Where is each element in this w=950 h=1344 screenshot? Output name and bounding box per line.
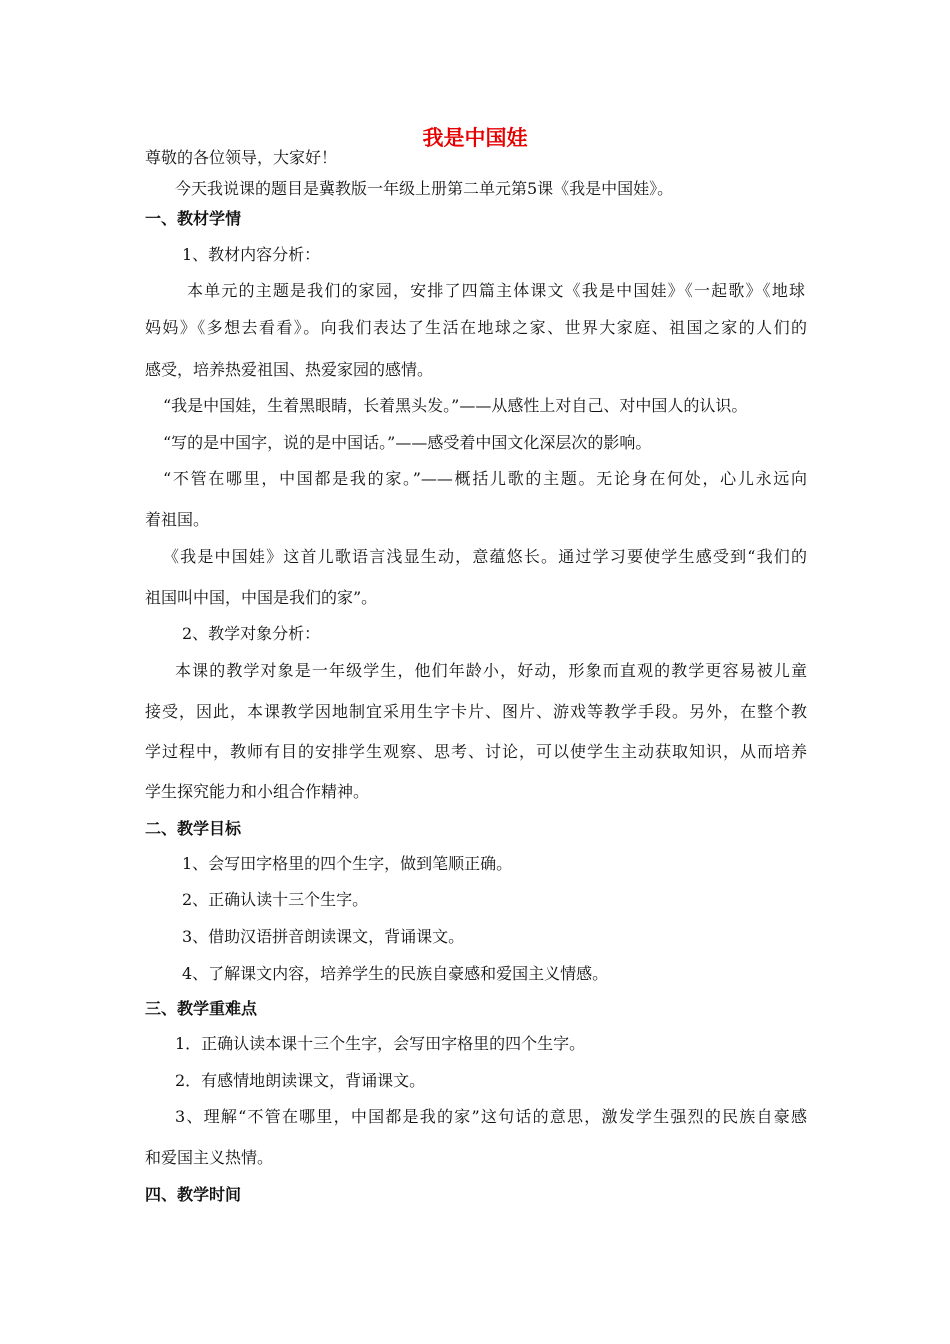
list-item: 3、理解“不管在哪里，中国都是我的家”这句话的意思，激发学生强烈的民族自豪感 <box>175 1107 807 1126</box>
paragraph-line: 接受，因此，本课教学因地制宜采用生字卡片、图片、游戏等教学手段。另外，在整个教 <box>145 702 807 721</box>
subsection-heading: 2、教学对象分析： <box>182 624 321 643</box>
list-item: 1．正确认读本课十三个生字，会写田字格里的四个生字。 <box>175 1034 586 1053</box>
section-heading-3: 三、教学重难点 <box>145 999 258 1018</box>
paragraph-line: 着祖国。 <box>145 510 210 529</box>
section-heading-1: 一、教材学情 <box>145 209 242 228</box>
paragraph-line: 学生探究能力和小组合作精神。 <box>145 782 370 801</box>
paragraph-line: 祖国叫中国，中国是我们的家”。 <box>145 588 378 607</box>
paragraph-line: 感受，培养热爱祖国、热爱家园的感情。 <box>145 360 434 379</box>
paragraph-line: 《我是中国娃》这首儿歌语言浅显生动，意蕴悠长。通过学习要使学生感受到“我们的 <box>163 547 807 566</box>
quote-line: “我是中国娃，生着黑眼睛，长着黑头发。”——从感性上对自己、对中国人的认识。 <box>163 396 748 415</box>
document-title: 我是中国娃 <box>422 125 528 150</box>
list-item: 2、正确认读十三个生字。 <box>182 890 369 909</box>
paragraph-line: 本单元的主题是我们的家园，安排了四篇主体课文《我是中国娃》《一起歌》《地球 <box>187 281 805 300</box>
intro-paragraph: 今天我说课的题目是冀教版一年级上册第二单元第5课《我是中国娃》。 <box>175 179 674 198</box>
greeting: 尊敬的各位领导，大家好！ <box>145 148 338 167</box>
quote-line: “写的是中国字，说的是中国话。”——感受着中国文化深层次的影响。 <box>163 433 652 452</box>
section-heading-2: 二、教学目标 <box>145 819 242 838</box>
subsection-heading: 1、教材内容分析： <box>182 245 321 264</box>
quote-line: “不管在哪里，中国都是我的家。”——概括儿歌的主题。无论身在何处，心儿永远向 <box>163 469 807 488</box>
list-item: 2．有感情地朗读课文，背诵课文。 <box>175 1071 426 1090</box>
paragraph-line: 妈妈》《多想去看看》。向我们表达了生活在地球之家、世界大家庭、祖国之家的人们的 <box>145 318 807 337</box>
paragraph-line: 学过程中，教师有目的安排学生观察、思考、讨论，可以使学生主动获取知识，从而培养 <box>145 742 807 761</box>
section-heading-4: 四、教学时间 <box>145 1185 242 1204</box>
list-item: 4、了解课文内容，培养学生的民族自豪感和爱国主义情感。 <box>182 964 609 983</box>
paragraph-line: 本课的教学对象是一年级学生，他们年龄小，好动，形象而直观的教学更容易被儿童 <box>175 661 807 680</box>
list-item: 1、会写田字格里的四个生字，做到笔顺正确。 <box>182 854 513 873</box>
list-item: 3、借助汉语拼音朗读课文，背诵课文。 <box>182 927 465 946</box>
paragraph-line: 和爱国主义热情。 <box>145 1148 274 1167</box>
